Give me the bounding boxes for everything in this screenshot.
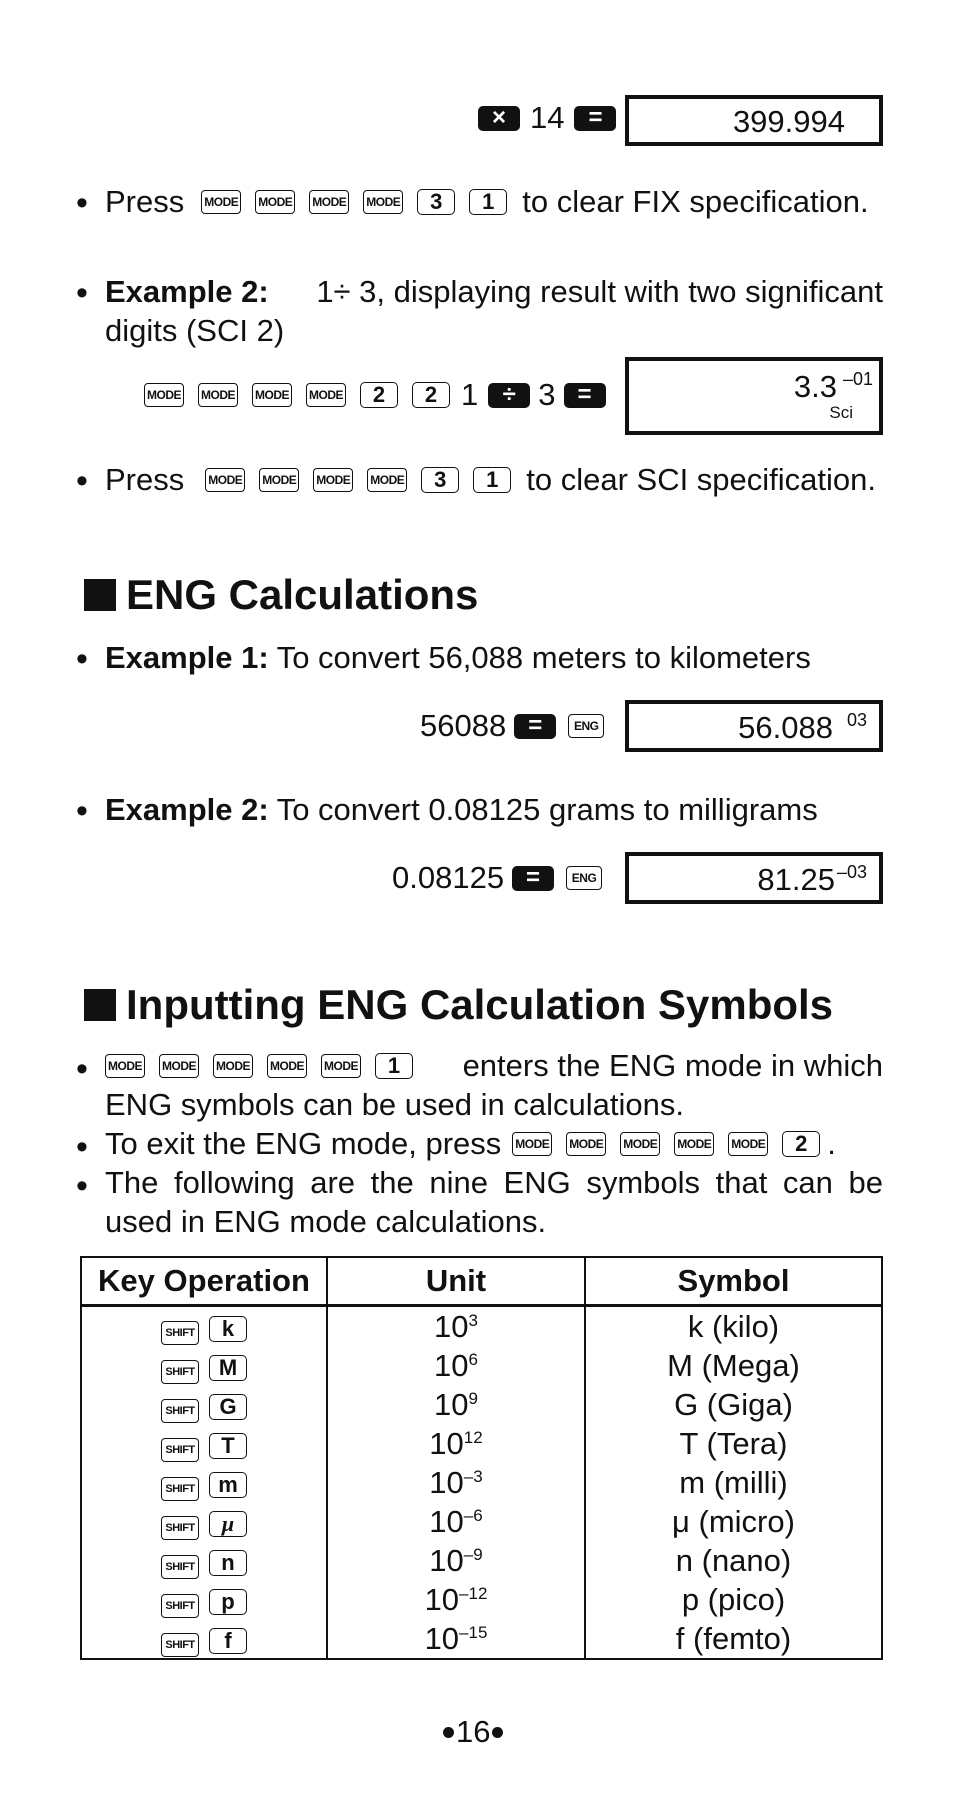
shift-key: SHIFT — [161, 1516, 199, 1540]
letter-key: k — [209, 1316, 247, 1342]
unit-base: 10 — [429, 1464, 464, 1500]
shift-key: SHIFT — [161, 1633, 199, 1657]
eng-symbols-note-line2 — [105, 1202, 546, 1242]
letter-key: μ — [209, 1511, 247, 1537]
key-operation-cell — [81, 1619, 327, 1659]
unit-cell — [327, 1346, 585, 1385]
unit-base: 10 — [429, 1425, 464, 1461]
table-row — [81, 1306, 882, 1347]
unit-cell — [327, 1502, 585, 1541]
page-number-dot-icon — [492, 1727, 503, 1738]
unit-base: 10 — [434, 1386, 469, 1422]
display-value: 3.3 — [793, 369, 837, 404]
shift-key: SHIFT — [161, 1360, 199, 1384]
unit-cell — [327, 1306, 585, 1347]
example-label: Example 1: — [105, 640, 269, 675]
eng-key: ENG — [568, 714, 604, 738]
heading-text: ENG Calculations — [126, 571, 479, 618]
eng-enter-instruction-line2 — [105, 1085, 684, 1125]
table-row — [81, 1346, 882, 1385]
number-key: 1 — [375, 1053, 413, 1079]
mode-key: MODE — [620, 1132, 660, 1156]
number-entry: 1 — [461, 377, 479, 412]
table-header-row — [81, 1257, 882, 1306]
number-key: 2 — [782, 1131, 820, 1157]
unit-cell — [327, 1424, 585, 1463]
unit-base: 10 — [434, 1347, 469, 1383]
mode-key: MODE — [144, 383, 184, 407]
mode-key: MODE — [105, 1054, 145, 1078]
mode-key: MODE — [259, 468, 299, 492]
instruction-text: ENG symbols can be used in calculations. — [105, 1087, 684, 1122]
example-label: Example 2: — [105, 274, 269, 309]
unit-cell — [327, 1385, 585, 1424]
mode-key: MODE — [728, 1132, 768, 1156]
key-operation-cell — [81, 1541, 327, 1580]
unit-cell — [327, 1580, 585, 1619]
fix-clear-instruction — [105, 182, 869, 222]
mode-key: MODE — [252, 383, 292, 407]
symbol-cell: M (Mega) — [585, 1346, 882, 1385]
unit-base: 10 — [434, 1308, 469, 1344]
symbol-cell: G (Giga) — [585, 1385, 882, 1424]
number-key: 2 — [360, 382, 398, 408]
bullet: • — [76, 274, 88, 312]
bullet: • — [76, 1167, 88, 1205]
sci-example-keys — [137, 375, 612, 415]
page-number-text: 16 — [456, 1714, 491, 1749]
bullet: • — [76, 184, 88, 222]
table-row — [81, 1385, 882, 1424]
shift-key: SHIFT — [161, 1594, 199, 1618]
bullet: • — [76, 1128, 88, 1166]
section-heading-eng-symbols — [84, 980, 833, 1030]
instruction-text: to clear SCI specification. — [526, 462, 877, 497]
number-key: 3 — [421, 467, 459, 493]
table-row — [81, 1463, 882, 1502]
page-number — [443, 1712, 503, 1752]
mode-key: MODE — [313, 468, 353, 492]
example-text: digits (SCI 2) — [105, 313, 285, 348]
letter-key: m — [209, 1472, 247, 1498]
example-text: To convert 0.08125 grams to milligrams — [276, 792, 818, 827]
table-row — [81, 1541, 882, 1580]
shift-key: SHIFT — [161, 1555, 199, 1579]
page-number-dot-icon — [443, 1727, 454, 1738]
equals-key: = — [514, 714, 556, 739]
number-entry: 56088 — [420, 708, 507, 743]
instruction-text: used in ENG mode calculations. — [105, 1204, 547, 1239]
letter-key: p — [209, 1589, 247, 1615]
eng-example2-text — [105, 790, 818, 830]
key-operation-cell — [81, 1424, 327, 1463]
mode-key: MODE — [674, 1132, 714, 1156]
display-exponent: –03 — [836, 862, 867, 882]
table-row — [81, 1502, 882, 1541]
number-entry: 14 — [530, 100, 565, 135]
unit-base: 10 — [429, 1542, 464, 1578]
instruction-text: To exit the ENG mode, press — [105, 1126, 502, 1161]
mode-key: MODE — [213, 1054, 253, 1078]
section-heading-eng-calculations — [84, 570, 478, 620]
column-header-unit: Unit — [327, 1257, 585, 1306]
display-sci-result — [625, 357, 883, 435]
unit-exponent: –15 — [459, 1622, 488, 1642]
unit-base: 10 — [424, 1620, 460, 1656]
fix-continuation-keys — [472, 98, 622, 138]
number-key: 3 — [417, 189, 455, 215]
symbol-cell: μ (micro) — [585, 1502, 882, 1541]
bullet: • — [76, 640, 88, 678]
key-operation-cell — [81, 1385, 327, 1424]
key-sequence — [98, 1053, 420, 1079]
symbol-cell: m (milli) — [585, 1463, 882, 1502]
shift-key: SHIFT — [161, 1399, 199, 1423]
example-text: 1÷ 3, displaying result with two significant — [316, 274, 883, 309]
sci-example-line1 — [105, 272, 883, 312]
eng-symbols-note — [105, 1163, 883, 1203]
unit-base: 10 — [424, 1581, 460, 1617]
divide-key: ÷ — [488, 383, 530, 408]
equals-key: = — [574, 106, 616, 131]
instruction-text: . — [827, 1126, 836, 1161]
unit-cell — [327, 1619, 585, 1659]
letter-key: G — [209, 1394, 247, 1420]
display-value: 81.25 — [757, 862, 835, 897]
column-header-key-operation: Key Operation — [81, 1257, 327, 1306]
table-row — [81, 1619, 882, 1659]
key-operation-cell — [81, 1580, 327, 1619]
mode-key: MODE — [267, 1054, 307, 1078]
equals-key: = — [564, 383, 606, 408]
unit-exponent: 9 — [468, 1388, 478, 1408]
instruction-text: Press — [105, 184, 185, 219]
eng-exit-instruction — [105, 1124, 836, 1164]
mode-key: MODE — [321, 1054, 361, 1078]
eng-example2-keys — [392, 858, 608, 898]
unit-exponent: 3 — [468, 1310, 478, 1330]
unit-exponent: –6 — [463, 1505, 483, 1525]
eng-key: ENG — [566, 866, 602, 890]
symbol-cell: T (Tera) — [585, 1424, 882, 1463]
letter-key: f — [209, 1628, 247, 1654]
key-operation-cell — [81, 1463, 327, 1502]
display-eng-example1 — [625, 700, 883, 752]
eng-example1-text — [105, 638, 811, 678]
key-operation-cell — [81, 1306, 327, 1347]
instruction-text: enters the ENG mode in which — [462, 1048, 883, 1083]
sci-example-line2 — [105, 311, 284, 351]
display-exponent: –01 — [842, 369, 873, 389]
key-operation-cell — [81, 1502, 327, 1541]
table-row — [81, 1580, 882, 1619]
mode-key: MODE — [159, 1054, 199, 1078]
column-header-symbol: Symbol — [585, 1257, 882, 1306]
shift-key: SHIFT — [161, 1477, 199, 1501]
symbol-cell: f (femto) — [585, 1619, 882, 1659]
unit-exponent: –12 — [459, 1583, 488, 1603]
mode-key: MODE — [205, 468, 245, 492]
display-eng-example2 — [625, 852, 883, 904]
number-key: 1 — [469, 189, 507, 215]
mode-key: MODE — [198, 383, 238, 407]
shift-key: SHIFT — [161, 1321, 199, 1345]
bullet: • — [76, 462, 88, 500]
shift-key: SHIFT — [161, 1438, 199, 1462]
letter-key: M — [209, 1355, 247, 1381]
unit-exponent: 6 — [468, 1349, 478, 1369]
symbol-cell: n (nano) — [585, 1541, 882, 1580]
eng-example1-keys — [420, 706, 610, 746]
eng-symbols-table — [80, 1256, 883, 1660]
unit-cell — [327, 1541, 585, 1580]
key-operation-cell — [81, 1346, 327, 1385]
heading-text: Inputting ENG Calculation Symbols — [126, 981, 834, 1028]
number-entry: 3 — [538, 377, 556, 412]
number-key: 2 — [412, 382, 450, 408]
mode-key: MODE — [306, 383, 346, 407]
instruction-text: to clear FIX specification. — [522, 184, 869, 219]
unit-exponent: –3 — [463, 1466, 483, 1486]
table-row — [81, 1424, 882, 1463]
symbol-cell: k (kilo) — [585, 1306, 882, 1347]
number-entry: 0.08125 — [392, 860, 505, 895]
mode-key: MODE — [512, 1132, 552, 1156]
display-fix-result — [625, 95, 883, 146]
display-value: 56.088 — [738, 710, 833, 745]
mode-key: MODE — [363, 190, 403, 214]
symbol-cell: p (pico) — [585, 1580, 882, 1619]
example-label: Example 2: — [105, 792, 269, 827]
equals-key: = — [512, 866, 554, 891]
eng-enter-instruction — [98, 1046, 883, 1086]
instruction-text: Press — [105, 462, 185, 497]
bullet: • — [76, 792, 88, 830]
heading-square-icon — [84, 989, 116, 1021]
heading-square-icon — [84, 579, 116, 611]
unit-cell — [327, 1463, 585, 1502]
unit-exponent: –9 — [463, 1544, 483, 1564]
mode-key: MODE — [309, 190, 349, 214]
sci-indicator: Sci — [829, 403, 853, 422]
mode-key: MODE — [255, 190, 295, 214]
mode-key: MODE — [566, 1132, 606, 1156]
sci-clear-instruction — [105, 460, 876, 500]
mode-key: MODE — [367, 468, 407, 492]
unit-base: 10 — [429, 1503, 464, 1539]
multiply-key: × — [478, 106, 520, 131]
mode-key: MODE — [201, 190, 241, 214]
bullet: • — [76, 1050, 88, 1088]
display-exponent: 03 — [846, 710, 867, 730]
number-key: 1 — [473, 467, 511, 493]
letter-key: n — [209, 1550, 247, 1576]
unit-exponent: 12 — [463, 1427, 483, 1447]
letter-key: T — [209, 1433, 247, 1459]
display-value: 399.994 — [732, 104, 845, 139]
example-text: To convert 56,088 meters to kilometers — [276, 640, 811, 675]
instruction-text: The following are the nine ENG symbols that can be — [105, 1165, 883, 1200]
